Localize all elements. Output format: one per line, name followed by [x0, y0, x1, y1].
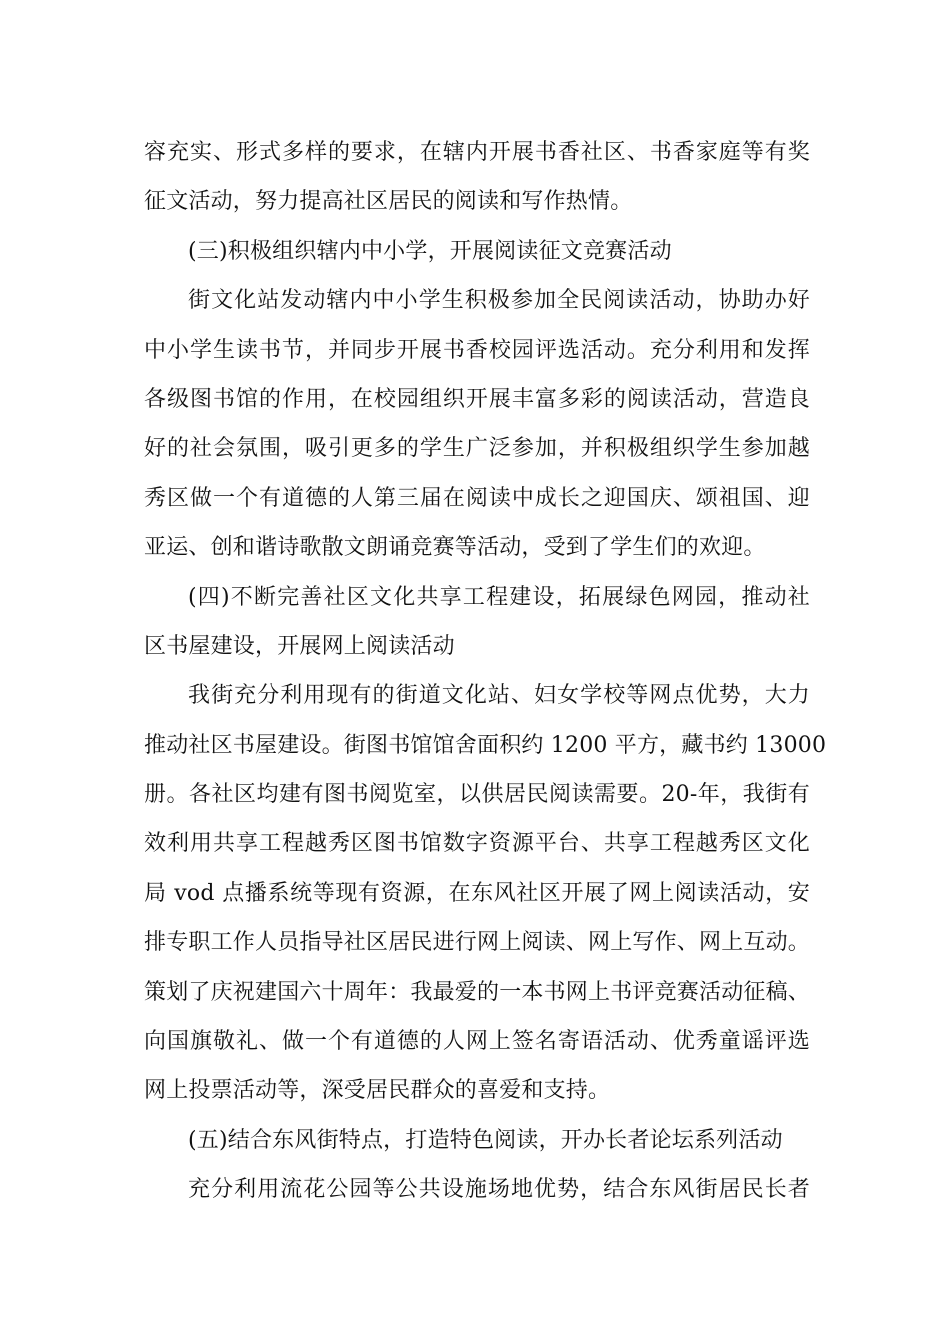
text-line: (三)积极组织辖内中小学，开展阅读征文竞赛活动: [188, 238, 672, 264]
body-text: [144, 128, 827, 1215]
text-line: 中小学生读书节，并同步开展书香校园评选活动。充分利用和发挥: [144, 337, 810, 363]
text-line: (五)结合东风街特点，打造特色阅读，开办长者论坛系列活动: [188, 1127, 783, 1153]
text-line: 容充实、形式多样的要求，在辖内开展书香社区、书香家庭等有奖: [144, 140, 810, 165]
text-line: 亚运、创和谐诗歌散文朗诵竞赛等活动，受到了学生们的欢迎。: [144, 535, 766, 561]
text-line: 推动社区书屋建设。街图书馆馆舍面积约 1200 平方，藏书约 13000: [144, 732, 827, 758]
text-line: 区书屋建设，开展网上阅读活动: [144, 633, 455, 659]
text-line: 策划了庆祝建国六十周年：我最爱的一本书网上书评竞赛活动征稿、: [144, 979, 811, 1005]
text-line: 效利用共享工程越秀区图书馆数字资源平台、共享工程越秀区文化: [144, 831, 810, 857]
text-line: 征文活动，努力提高社区居民的阅读和写作热情。: [144, 189, 633, 215]
text-line: 网上投票活动等，深受居民群众的喜爱和支持。: [144, 1078, 611, 1104]
text-line: 街文化站发动辖内中小学生积极参加全民阅读活动，协助办好: [188, 288, 810, 314]
text-line: (四)不断完善社区文化共享工程建设，拓展绿色网园，推动社: [188, 584, 810, 610]
text-line: 我街充分利用现有的街道文化站、妇女学校等网点优势，大力: [188, 683, 810, 709]
text-line: 排专职工作人员指导社区居民进行网上阅读、网上写作、网上互动。: [144, 930, 811, 956]
text-line: 秀区做一个有道德的人第三届在阅读中成长之迎国庆、颂祖国、迎: [144, 485, 810, 511]
text-line: 各级图书馆的作用，在校园组织开展丰富多彩的阅读活动，营造良: [144, 386, 810, 412]
text-line: 充分利用流花公园等公共设施场地优势，结合东风街居民长者: [188, 1177, 810, 1203]
text-line: 向国旗敬礼、做一个有道德的人网上签名寄语活动、优秀童谣评选: [144, 1029, 810, 1055]
text-line: 局 vod 点播系统等现有资源，在东风社区开展了网上阅读活动，安: [144, 880, 810, 906]
text-line: 好的社会氛围，吸引更多的学生广泛参加，并积极组织学生参加越: [144, 436, 810, 462]
text-line: 册。各社区均建有图书阅览室，以供居民阅读需要。20-年，我街有: [144, 782, 810, 808]
